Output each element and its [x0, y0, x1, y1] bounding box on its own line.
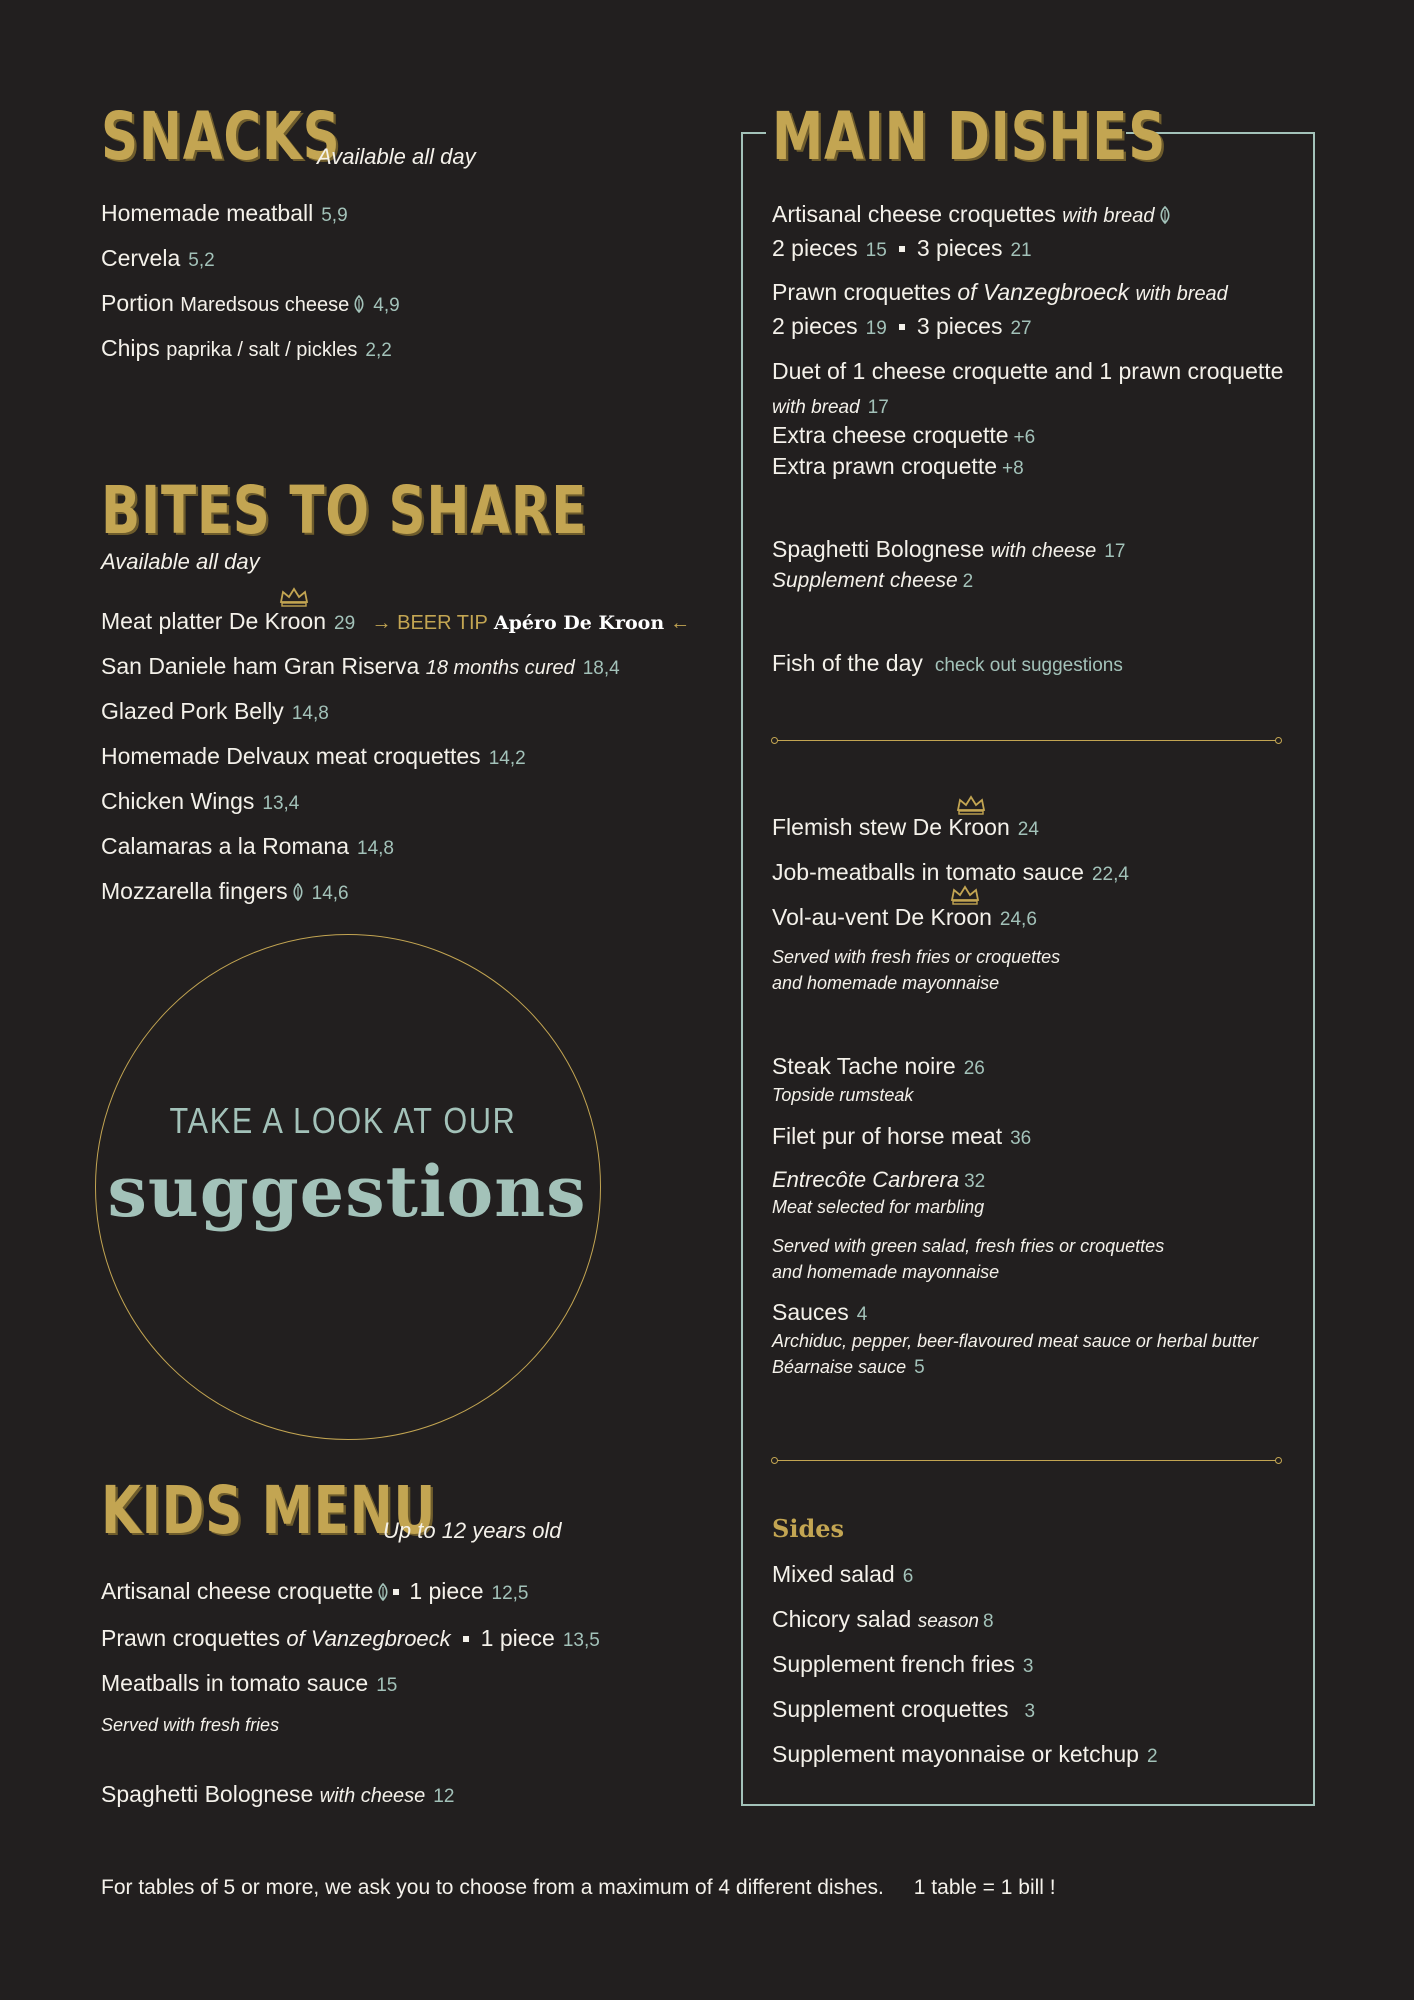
section-divider [775, 740, 1278, 741]
item-name: Fish of the day [772, 650, 923, 676]
menu-item [772, 904, 1037, 932]
item-price: 24,6 [999, 909, 1037, 930]
item-price: 26 [963, 1058, 985, 1079]
item-name: Prawn croquettes [772, 279, 951, 305]
item-price: +8 [1002, 458, 1024, 479]
crown-icon [950, 885, 980, 905]
portion-price: 15 [865, 240, 887, 261]
item-price: 2 [962, 571, 974, 592]
item-detail: 18 months cured [425, 657, 575, 679]
item-name: Artisanal cheese croquettes [772, 201, 1056, 227]
item-name: Extra cheese croquette [772, 422, 1009, 448]
item-price: 15 [376, 1675, 398, 1696]
kids-note: Served with fresh fries [101, 1715, 280, 1735]
vegetarian-leaf-icon [353, 295, 365, 313]
served-note [772, 944, 1060, 996]
item-price: +6 [1013, 427, 1036, 448]
suggestions-intro: TAKE A LOOK AT OUR [169, 1100, 517, 1141]
vegetarian-leaf-icon [377, 1583, 389, 1601]
footer-text: For tables of 5 or more, we ask you to choose from a maximum of 4 different dishes. [101, 1876, 884, 1899]
item-price: 2 [1146, 1746, 1158, 1767]
item-name: Filet pur of horse meat [772, 1123, 1003, 1149]
item-name: Portion [101, 290, 174, 316]
item-portion: 1 piece [480, 1625, 555, 1651]
menu-item [772, 1606, 994, 1634]
item-price: 12 [433, 1786, 455, 1807]
item-price: 14,6 [311, 883, 349, 904]
item-price: 5,2 [188, 250, 215, 271]
item-name: Entrecôte Carbrera [772, 1167, 960, 1192]
menu-item-portions [772, 313, 1032, 341]
item-note: Topside rumsteak [772, 1085, 914, 1105]
menu-item [772, 1053, 985, 1081]
portion-label: 2 pieces [772, 313, 858, 339]
portion-label: 2 pieces [772, 235, 858, 261]
item-name: Spaghetti Bolognese [101, 1781, 314, 1807]
item-name: Meatballs in tomato sauce [101, 1670, 369, 1696]
beer-tip-label: → BEER TIP [371, 612, 488, 634]
menu-item [772, 1299, 867, 1327]
item-price: 12,5 [491, 1583, 529, 1604]
item-name: Flemish stew De Kroon [772, 814, 1010, 840]
portion-label: 3 pieces [916, 235, 1003, 261]
menu-item [772, 422, 1035, 450]
separator-icon [393, 1589, 399, 1595]
main-title: MAIN DISHES [772, 98, 1167, 175]
menu-item-supplement [772, 566, 973, 594]
item-detail: with bread [1135, 283, 1228, 305]
item-name: Supplement french fries [772, 1651, 1015, 1677]
item-name: Glazed Pork Belly [101, 698, 284, 724]
bites-subtitle: Available all day [101, 549, 260, 574]
item-name: Sauces [772, 1299, 849, 1325]
item-detail: season [917, 1611, 980, 1632]
item-name: Chips [101, 335, 160, 361]
item-detail: Supplement cheese [772, 569, 958, 592]
menu-item [101, 833, 394, 861]
menu-item [101, 698, 329, 726]
served-note [772, 1233, 1164, 1285]
menu-item [101, 245, 215, 273]
menu-item [772, 1696, 1035, 1724]
note-line: Archiduc, pepper, beer-flavoured meat sauce or herbal butter [772, 1331, 1258, 1351]
sauces-note [772, 1328, 1258, 1382]
menu-item [101, 1625, 600, 1653]
bearnaise-label: Béarnaise sauce [772, 1357, 907, 1378]
item-name: Mozzarella fingers [101, 878, 288, 904]
menu-item [101, 653, 620, 681]
menu-item [101, 335, 392, 363]
item-price: 14,8 [357, 838, 394, 859]
item-detail: with bread [1062, 205, 1155, 227]
item-price: 4,9 [373, 295, 400, 316]
crown-icon [956, 795, 986, 815]
item-price: 8 [983, 1611, 994, 1632]
item-detail: of Vanzegbroeck [286, 1626, 451, 1651]
vegetarian-leaf-icon [292, 883, 304, 901]
item-price: 29 [334, 613, 356, 634]
separator-icon [463, 1636, 469, 1642]
menu-item-detail [772, 392, 889, 420]
portion-price: 19 [865, 318, 887, 339]
menu-item [101, 1781, 454, 1809]
note-line: and homemade mayonnaise [772, 973, 1000, 994]
item-portion: 1 piece [409, 1578, 484, 1604]
beer-tip-name: Apéro De Kroon [493, 612, 665, 634]
item-name: Homemade Delvaux meat croquettes [101, 743, 481, 769]
menu-item [772, 201, 1171, 229]
sides-title: Sides [772, 1514, 845, 1543]
menu-item [772, 536, 1125, 564]
menu-item [772, 1123, 1031, 1151]
menu-item [101, 290, 400, 318]
kids-subtitle: Up to 12 years old [383, 1518, 562, 1543]
item-name: Mixed salad [772, 1561, 895, 1587]
item-name: Chicken Wings [101, 788, 255, 814]
item-name: Meat platter De Kroon [101, 608, 327, 634]
portion-label: 3 pieces [916, 313, 1003, 339]
snacks-subtitle: Available all day [317, 144, 476, 169]
item-name: Supplement croquettes [772, 1696, 1009, 1722]
item-name: Job-meatballs in tomato sauce [772, 859, 1084, 885]
menu-item [772, 453, 1024, 481]
crown-icon [279, 587, 309, 607]
item-price: 17 [867, 397, 889, 418]
note-line: Served with fresh fries or croquettes [772, 947, 1061, 967]
menu-item [101, 788, 299, 816]
item-price: 3 [1024, 1701, 1036, 1722]
menu-item [772, 358, 1283, 386]
item-name: Steak Tache noire [772, 1053, 956, 1079]
item-name: Vol-au-vent De Kroon [772, 904, 992, 930]
item-name: Duet of 1 cheese croquette and 1 prawn croquette [772, 358, 1284, 384]
item-price: 22,4 [1091, 864, 1129, 885]
kids-title: KIDS MENU [101, 1472, 437, 1549]
note-line [772, 1354, 1258, 1382]
portion-price: 27 [1010, 318, 1032, 339]
item-price: 36 [1010, 1128, 1032, 1149]
item-price: 5 [914, 1357, 925, 1379]
menu-item [101, 1670, 397, 1698]
menu-item [772, 1741, 1158, 1769]
item-price: 6 [902, 1566, 914, 1587]
menu-item-portions [772, 235, 1032, 263]
separator-icon [899, 324, 905, 330]
menu-item [772, 1166, 985, 1194]
item-name: Homemade meatball [101, 200, 314, 226]
item-price: 2,2 [365, 340, 392, 361]
menu-item [772, 814, 1039, 842]
item-name: Chicory salad [772, 1606, 912, 1632]
menu-item [101, 1578, 528, 1606]
item-price: 3 [1022, 1656, 1034, 1677]
menu-item [772, 859, 1129, 887]
note-line: and homemade mayonnaise [772, 1262, 1000, 1283]
note-line: Served with green salad, fresh fries or croquettes [772, 1236, 1165, 1256]
vegetarian-leaf-icon [1159, 206, 1171, 224]
footer-bill: 1 table = 1 bill ! [913, 1876, 1056, 1899]
bites-title: BITES TO SHARE [101, 472, 588, 549]
item-name: Supplement mayonnaise or ketchup [772, 1741, 1139, 1767]
item-detail: with cheese [990, 540, 1097, 562]
item-detail: paprika / salt / pickles [166, 339, 358, 361]
suggestions-title: suggestions [107, 1150, 587, 1233]
item-detail: with cheese [319, 1785, 426, 1807]
item-price: 14,8 [291, 703, 329, 724]
menu-item [101, 743, 526, 771]
item-detail: with bread [772, 397, 860, 418]
item-name: Extra prawn croquette [772, 453, 998, 479]
item-name: Calamaras a la Romana [101, 833, 350, 859]
item-price: 32 [964, 1171, 986, 1192]
menu-item [772, 279, 1228, 307]
menu-item [101, 200, 348, 228]
item-price: 24 [1017, 819, 1039, 840]
item-name: Prawn croquettes [101, 1625, 280, 1651]
menu-item [101, 878, 349, 906]
item-name: Spaghetti Bolognese [772, 536, 985, 562]
section-divider [775, 1460, 1278, 1461]
item-detail: of Vanzegbroeck [957, 279, 1130, 305]
item-name: San Daniele ham Gran Riserva [101, 653, 420, 679]
menu-item [772, 650, 1123, 678]
item-price: 5,9 [321, 205, 348, 226]
item-price: 17 [1104, 541, 1126, 562]
item-price: 4 [856, 1304, 868, 1325]
menu-item [101, 608, 690, 636]
arrow-left-icon: ← [670, 612, 691, 634]
snacks-title: SNACKS [101, 98, 341, 175]
item-detail: Maredsous cheese [180, 294, 350, 316]
item-price: 14,2 [488, 748, 526, 769]
item-name: Artisanal cheese croquette [101, 1578, 374, 1604]
item-price: 13,5 [562, 1630, 600, 1651]
menu-item [772, 1561, 913, 1589]
item-detail: check out suggestions [934, 655, 1123, 676]
item-note: Meat selected for marbling [772, 1197, 985, 1217]
item-price: 18,4 [582, 658, 620, 679]
portion-price: 21 [1010, 240, 1032, 261]
item-name: Cervela [101, 245, 181, 271]
footer-note [101, 1876, 1056, 1900]
separator-icon [899, 246, 905, 252]
menu-item [772, 1651, 1033, 1679]
item-price: 13,4 [262, 793, 300, 814]
